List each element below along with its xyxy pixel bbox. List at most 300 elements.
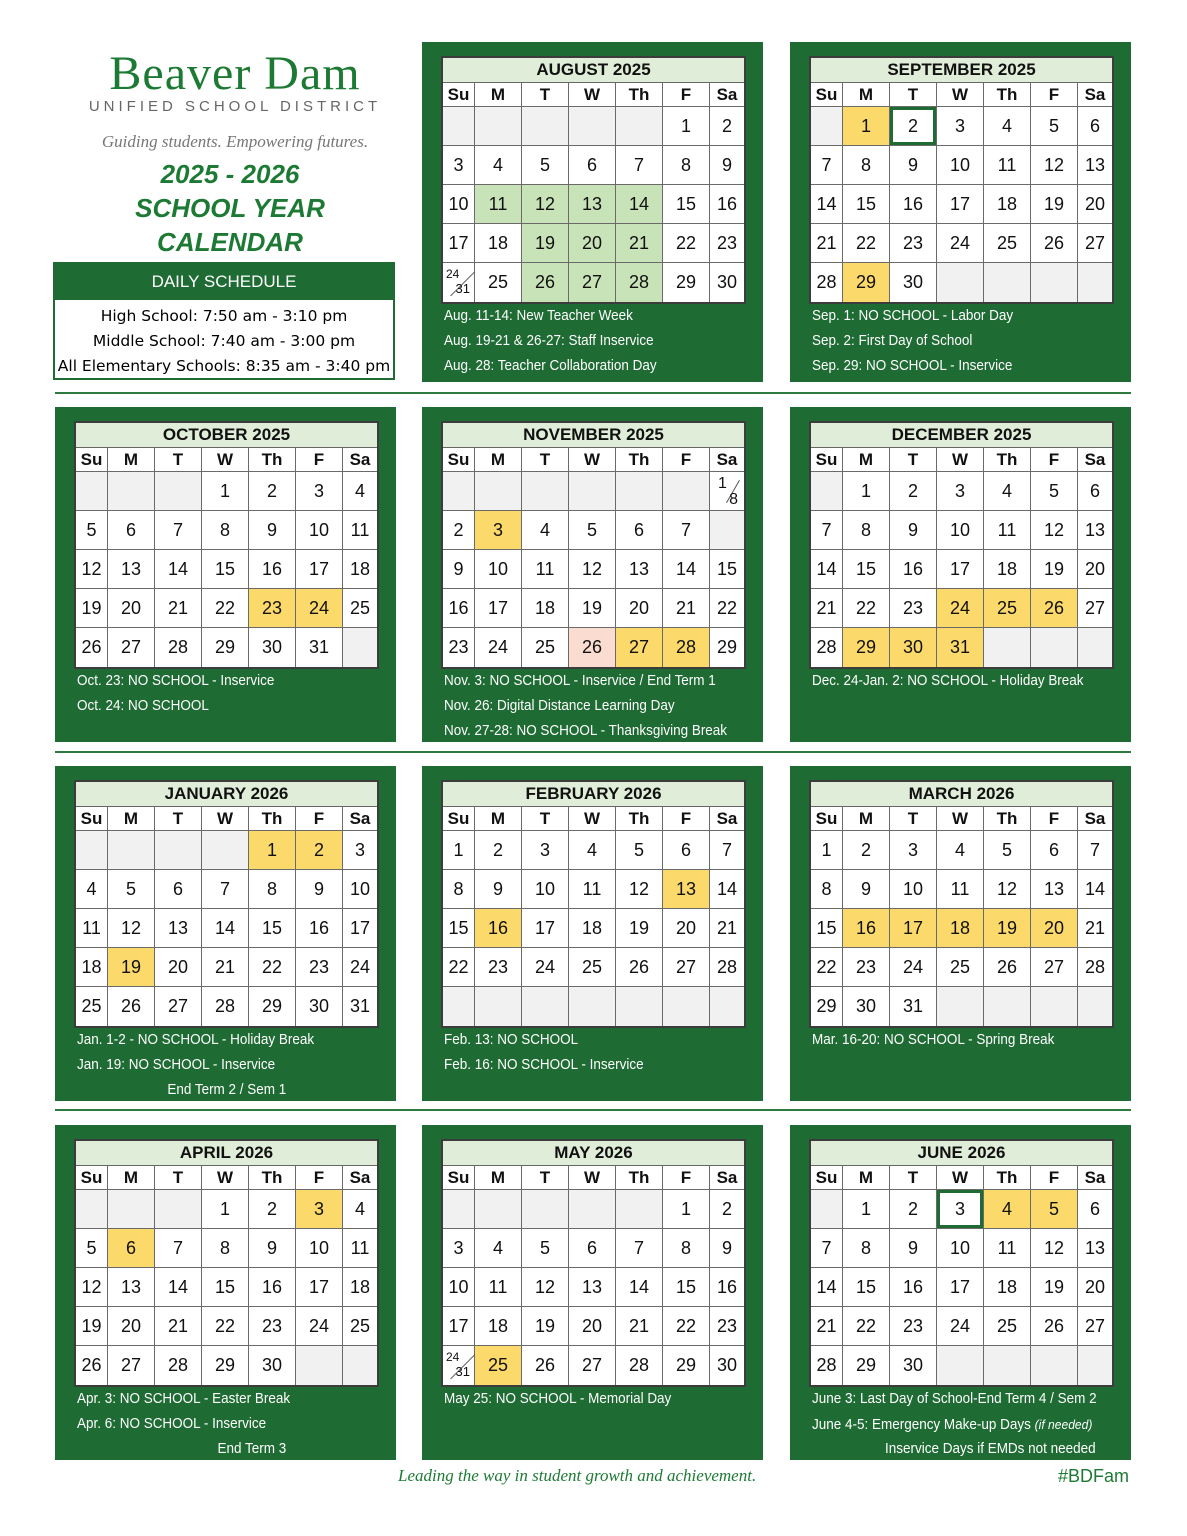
day-cell: 14: [811, 550, 843, 589]
day-cell: 3: [443, 1229, 475, 1268]
day-cell: 8: [202, 511, 249, 550]
day-cell: 5: [984, 831, 1031, 870]
note-line: [812, 304, 1096, 329]
month-calendar: [441, 780, 746, 1028]
day-cell: 5: [76, 511, 108, 550]
day-cell: 23: [249, 589, 296, 628]
empty-day-cell: [202, 831, 249, 870]
day-cell: 5: [1031, 1190, 1078, 1229]
day-cell: 23: [890, 1307, 937, 1346]
day-cell: 10: [522, 870, 569, 909]
weekday-header: Th: [984, 1166, 1031, 1190]
day-cell: 21: [811, 224, 843, 263]
day-cell: 1: [202, 1190, 249, 1229]
day-cell: 18: [522, 589, 569, 628]
day-cell: 11: [343, 1229, 377, 1268]
day-cell: 5: [1031, 472, 1078, 511]
weekday-header: Sa: [1078, 448, 1112, 472]
day-cell: 29: [663, 263, 710, 302]
day-cell: 14: [710, 870, 744, 909]
row-divider: [55, 1109, 1131, 1111]
daily-schedule: [53, 262, 395, 380]
day-cell: 29: [202, 628, 249, 667]
day-cell: 11: [343, 511, 377, 550]
month-calendar: [441, 421, 746, 669]
day-cell: 4: [76, 870, 108, 909]
day-cell: 30: [710, 1346, 744, 1385]
day-cell: 13: [616, 550, 663, 589]
footer-hashtag: #BDFam: [1058, 1466, 1130, 1486]
note-text: Nov. 26: Digital Distance Learning Day: [444, 698, 675, 714]
weekday-header: Su: [76, 448, 108, 472]
empty-day-cell: [1078, 628, 1112, 667]
day-cell: 15: [663, 1268, 710, 1307]
month-panel: [422, 407, 763, 742]
weekday-header: Th: [984, 83, 1031, 107]
day-cell: 18: [937, 909, 984, 948]
day-cell: 23: [475, 948, 522, 987]
day-cell: 23: [843, 948, 890, 987]
month-notes: [444, 1028, 728, 1078]
day-cell: 10: [937, 146, 984, 185]
day-cell: 23: [249, 1307, 296, 1346]
day-cell: 14: [811, 1268, 843, 1307]
day-cell: 20: [108, 589, 155, 628]
month-panel: [422, 766, 763, 1101]
note-text: Feb. 16: NO SCHOOL - Inservice: [444, 1057, 644, 1073]
month-panel: [790, 407, 1131, 742]
empty-day-cell: [475, 107, 522, 146]
weekday-header: T: [890, 448, 937, 472]
day-cell: 6: [1078, 107, 1112, 146]
month-calendar: [74, 1139, 379, 1387]
empty-day-cell: [76, 831, 108, 870]
day-cell: 1: [249, 831, 296, 870]
day-cell: 12: [522, 1268, 569, 1307]
note-text: Mar. 16-20: NO SCHOOL - Spring Break: [812, 1032, 1055, 1048]
day-cell: 26: [76, 628, 108, 667]
day-cell: [710, 472, 744, 511]
empty-day-cell: [984, 628, 1031, 667]
note-line: [444, 669, 728, 694]
month-calendar: [441, 56, 746, 304]
weekday-header: T: [890, 1166, 937, 1190]
empty-day-cell: [443, 987, 475, 1026]
day-cell: 13: [1031, 870, 1078, 909]
day-cell: 14: [616, 1268, 663, 1307]
day-cell: 24: [937, 224, 984, 263]
empty-day-cell: [663, 987, 710, 1026]
day-cell: 3: [937, 107, 984, 146]
day-cell: 2: [843, 831, 890, 870]
empty-day-cell: [616, 1190, 663, 1229]
empty-day-cell: [155, 1190, 202, 1229]
weekday-header: W: [569, 83, 616, 107]
day-cell: 29: [811, 987, 843, 1026]
weekday-header: W: [202, 807, 249, 831]
month-notes: [812, 669, 1096, 694]
day-cell: 9: [249, 1229, 296, 1268]
weekday-header: T: [155, 807, 202, 831]
day-cell: 10: [443, 185, 475, 224]
day-cell: 28: [1078, 948, 1112, 987]
day-cell: 25: [522, 628, 569, 667]
day-number: 1: [718, 475, 727, 492]
weekday-header: F: [296, 1166, 343, 1190]
day-cell: 22: [843, 589, 890, 628]
day-cell: 15: [811, 909, 843, 948]
day-cell: 21: [811, 589, 843, 628]
note-text: May 25: NO SCHOOL - Memorial Day: [444, 1391, 672, 1407]
day-cell: 22: [843, 1307, 890, 1346]
note-line: [812, 669, 1096, 694]
day-cell: 27: [108, 628, 155, 667]
note-text: Sep. 29: NO SCHOOL - Inservice: [812, 358, 1013, 374]
weekday-header: Th: [249, 807, 296, 831]
month-calendar: [441, 1139, 746, 1387]
empty-day-cell: [811, 107, 843, 146]
day-cell: 17: [343, 909, 377, 948]
day-cell: 11: [937, 870, 984, 909]
day-cell: 8: [443, 870, 475, 909]
month-calendar: [74, 780, 379, 1028]
day-cell: 17: [890, 909, 937, 948]
day-cell: 6: [569, 146, 616, 185]
day-cell: 28: [155, 1346, 202, 1385]
day-number: 8: [729, 491, 738, 508]
day-cell: 5: [616, 831, 663, 870]
empty-day-cell: [569, 472, 616, 511]
day-cell: 1: [843, 1190, 890, 1229]
day-cell: 26: [569, 628, 616, 667]
day-cell: 19: [522, 1307, 569, 1346]
month-notes: [444, 669, 728, 744]
tagline: Guiding students. Empowering futures.: [101, 132, 369, 151]
empty-day-cell: [984, 263, 1031, 302]
day-cell: 6: [1078, 472, 1112, 511]
month-title: OCTOBER 2025: [76, 423, 377, 448]
day-cell: 20: [616, 589, 663, 628]
note-text: Oct. 23: NO SCHOOL - Inservice: [77, 673, 275, 689]
weekday-header: W: [569, 1166, 616, 1190]
day-cell: 8: [663, 146, 710, 185]
month-title: APRIL 2026: [76, 1141, 377, 1166]
day-cell: 13: [155, 909, 202, 948]
day-cell: 24: [296, 1307, 343, 1346]
weekday-header: F: [296, 448, 343, 472]
day-cell: 18: [76, 948, 108, 987]
day-cell: 21: [811, 1307, 843, 1346]
weekday-header: Sa: [1078, 807, 1112, 831]
month-calendar: [809, 780, 1114, 1028]
weekday-header: M: [475, 1166, 522, 1190]
weekday-header: Sa: [1078, 83, 1112, 107]
note-line: [77, 694, 361, 719]
day-cell: 10: [890, 870, 937, 909]
logo-subtitle: UNIFIED SCHOOL DISTRICT: [88, 98, 382, 115]
day-cell: 28: [811, 628, 843, 667]
day-cell: 29: [843, 1346, 890, 1385]
day-cell: 15: [843, 550, 890, 589]
day-cell: 16: [296, 909, 343, 948]
day-cell: 6: [108, 1229, 155, 1268]
day-cell: 3: [890, 831, 937, 870]
day-cell: 26: [522, 263, 569, 302]
day-cell: 23: [890, 589, 937, 628]
note-text: Jan. 1-2 - NO SCHOOL - Holiday Break: [77, 1032, 315, 1048]
note-line: [444, 329, 728, 354]
day-cell: 13: [1078, 511, 1112, 550]
day-cell: 29: [663, 1346, 710, 1385]
day-cell: 19: [76, 589, 108, 628]
day-cell: 9: [475, 870, 522, 909]
day-cell: 9: [890, 146, 937, 185]
empty-day-cell: [1031, 1346, 1078, 1385]
weekday-header: T: [522, 83, 569, 107]
day-cell: 12: [1031, 511, 1078, 550]
day-cell: 10: [343, 870, 377, 909]
day-cell: 17: [475, 589, 522, 628]
weekday-header: M: [843, 1166, 890, 1190]
note-line: [444, 694, 728, 719]
day-cell: 16: [890, 550, 937, 589]
empty-day-cell: [984, 987, 1031, 1026]
note-line: [444, 719, 728, 744]
day-cell: 5: [569, 511, 616, 550]
weekday-header: W: [569, 807, 616, 831]
empty-day-cell: [343, 628, 377, 667]
day-cell: 22: [843, 224, 890, 263]
weekday-header: Sa: [343, 807, 377, 831]
day-number: 24: [446, 267, 460, 281]
weekday-header: Sa: [1078, 1166, 1112, 1190]
month-panel: [55, 407, 396, 742]
day-cell: 13: [108, 550, 155, 589]
note-text: Jan. 19: NO SCHOOL - Inservice: [77, 1057, 276, 1073]
weekday-header: T: [890, 807, 937, 831]
day-cell: 21: [155, 589, 202, 628]
weekday-header: M: [475, 448, 522, 472]
day-cell: 5: [1031, 107, 1078, 146]
day-cell: 11: [984, 146, 1031, 185]
day-cell: 4: [937, 831, 984, 870]
weekday-header: M: [108, 448, 155, 472]
note-line: [77, 1412, 361, 1437]
empty-day-cell: [569, 987, 616, 1026]
weekday-header: T: [155, 1166, 202, 1190]
day-cell: 30: [890, 628, 937, 667]
day-cell: 18: [984, 185, 1031, 224]
day-cell: 14: [1078, 870, 1112, 909]
day-cell: 20: [569, 224, 616, 263]
day-cell: 25: [343, 589, 377, 628]
weekday-header: W: [937, 448, 984, 472]
note-line: [77, 1437, 361, 1462]
day-cell: 28: [202, 987, 249, 1026]
day-cell: 13: [663, 870, 710, 909]
day-cell: 18: [984, 550, 1031, 589]
weekday-header: Su: [443, 1166, 475, 1190]
day-cell: 17: [522, 909, 569, 948]
month-title: JANUARY 2026: [76, 782, 377, 807]
month-panel: [790, 766, 1131, 1101]
day-cell: 14: [811, 185, 843, 224]
note-text: Nov. 3: NO SCHOOL - Inservice / End Term 1: [444, 673, 716, 689]
day-cell: 15: [663, 185, 710, 224]
note-text: Sep. 2: First Day of School: [812, 333, 973, 349]
weekday-header: Sa: [710, 448, 744, 472]
weekday-header: M: [475, 83, 522, 107]
day-cell: 15: [843, 1268, 890, 1307]
day-cell: 16: [710, 1268, 744, 1307]
day-cell: 1: [843, 472, 890, 511]
day-cell: 27: [1078, 589, 1112, 628]
day-cell: 15: [710, 550, 744, 589]
empty-day-cell: [108, 472, 155, 511]
day-cell: 11: [475, 1268, 522, 1307]
day-cell: 7: [155, 511, 202, 550]
day-number: 31: [455, 1364, 470, 1379]
weekday-header: Su: [811, 807, 843, 831]
day-cell: 16: [843, 909, 890, 948]
day-cell: 10: [937, 511, 984, 550]
empty-day-cell: [569, 107, 616, 146]
day-cell: 7: [616, 146, 663, 185]
day-cell: 24: [475, 628, 522, 667]
day-cell: 29: [202, 1346, 249, 1385]
weekday-header: W: [202, 448, 249, 472]
day-cell: 28: [811, 1346, 843, 1385]
empty-day-cell: [475, 987, 522, 1026]
note-suffix: (if needed): [1034, 1417, 1093, 1432]
month-title: JUNE 2026: [811, 1141, 1112, 1166]
day-cell: 9: [710, 146, 744, 185]
empty-day-cell: [522, 472, 569, 511]
month-notes: [812, 1028, 1096, 1053]
empty-day-cell: [937, 987, 984, 1026]
note-line: [77, 1387, 361, 1412]
day-cell: 10: [475, 550, 522, 589]
day-cell: 3: [937, 472, 984, 511]
weekday-header: Sa: [710, 1166, 744, 1190]
day-cell: 1: [663, 1190, 710, 1229]
calendar-title-calendar: CALENDAR: [157, 227, 303, 257]
day-cell: 7: [155, 1229, 202, 1268]
day-cell: 11: [76, 909, 108, 948]
calendar-title-years: 2025 - 2026: [160, 159, 300, 189]
day-cell: 22: [710, 589, 744, 628]
empty-day-cell: [76, 1190, 108, 1229]
day-cell: 25: [343, 1307, 377, 1346]
day-cell: 18: [569, 909, 616, 948]
month-panel: [790, 42, 1131, 382]
day-cell: 2: [249, 1190, 296, 1229]
weekday-header: Su: [76, 807, 108, 831]
day-cell: 11: [569, 870, 616, 909]
note-line: [812, 329, 1096, 354]
day-cell: 27: [663, 948, 710, 987]
day-cell: 24: [343, 948, 377, 987]
day-cell: 12: [984, 870, 1031, 909]
day-cell: 4: [475, 146, 522, 185]
weekday-header: F: [663, 83, 710, 107]
day-cell: 8: [663, 1229, 710, 1268]
month-panel: [422, 1125, 763, 1460]
day-cell: 23: [890, 224, 937, 263]
day-cell: 7: [710, 831, 744, 870]
day-cell: 23: [296, 948, 343, 987]
weekday-header: Th: [249, 1166, 296, 1190]
day-cell: 6: [1031, 831, 1078, 870]
day-cell: 26: [1031, 589, 1078, 628]
day-cell: 2: [475, 831, 522, 870]
weekday-header: Th: [984, 448, 1031, 472]
day-cell: 19: [1031, 550, 1078, 589]
weekday-header: Su: [443, 83, 475, 107]
day-cell: 9: [843, 870, 890, 909]
note-line: [77, 1053, 361, 1078]
day-cell: 22: [811, 948, 843, 987]
day-cell: 13: [108, 1268, 155, 1307]
month-notes: [77, 669, 361, 719]
day-cell: 16: [443, 589, 475, 628]
day-cell: 27: [1078, 1307, 1112, 1346]
footer-slogan: Leading the way in student growth and achievement.: [398, 1466, 757, 1485]
schedule-high-school: High School: 7:50 am - 3:10 pm: [100, 307, 348, 325]
day-cell: 21: [202, 948, 249, 987]
day-cell: 22: [202, 589, 249, 628]
weekday-header: Th: [616, 1166, 663, 1190]
day-cell: 2: [890, 1190, 937, 1229]
day-cell: 20: [1031, 909, 1078, 948]
day-cell: 27: [1031, 948, 1078, 987]
weekday-header: Su: [443, 807, 475, 831]
day-cell: 25: [984, 589, 1031, 628]
day-cell: 4: [343, 1190, 377, 1229]
note-text: June 4-5: Emergency Make-up Days: [812, 1417, 1031, 1433]
day-cell: 16: [249, 550, 296, 589]
day-cell: 25: [984, 1307, 1031, 1346]
day-cell: 8: [843, 1229, 890, 1268]
note-text: Oct. 24: NO SCHOOL: [77, 698, 209, 714]
day-cell: 28: [616, 263, 663, 302]
weekday-header: Su: [811, 83, 843, 107]
month-panel: [55, 1125, 396, 1460]
day-cell: 20: [1078, 1268, 1112, 1307]
month-panel: [55, 766, 396, 1101]
day-cell: 2: [890, 107, 937, 146]
day-cell: 3: [443, 146, 475, 185]
day-cell: 10: [443, 1268, 475, 1307]
day-cell: 4: [522, 511, 569, 550]
day-cell: 23: [443, 628, 475, 667]
weekday-header: W: [569, 448, 616, 472]
day-cell: 7: [663, 511, 710, 550]
empty-day-cell: [108, 831, 155, 870]
month-panel: [790, 1125, 1131, 1460]
month-notes: [812, 1387, 1096, 1462]
note-line: [444, 304, 728, 329]
day-cell: 26: [108, 987, 155, 1026]
day-cell: 14: [663, 550, 710, 589]
day-cell: 13: [569, 1268, 616, 1307]
empty-day-cell: [811, 472, 843, 511]
note-text: Aug. 28: Teacher Collaboration Day: [444, 358, 657, 374]
day-cell: 28: [710, 948, 744, 987]
day-cell: 13: [1078, 1229, 1112, 1268]
day-cell: 12: [1031, 1229, 1078, 1268]
note-text: Aug. 11-14: New Teacher Week: [444, 308, 633, 324]
